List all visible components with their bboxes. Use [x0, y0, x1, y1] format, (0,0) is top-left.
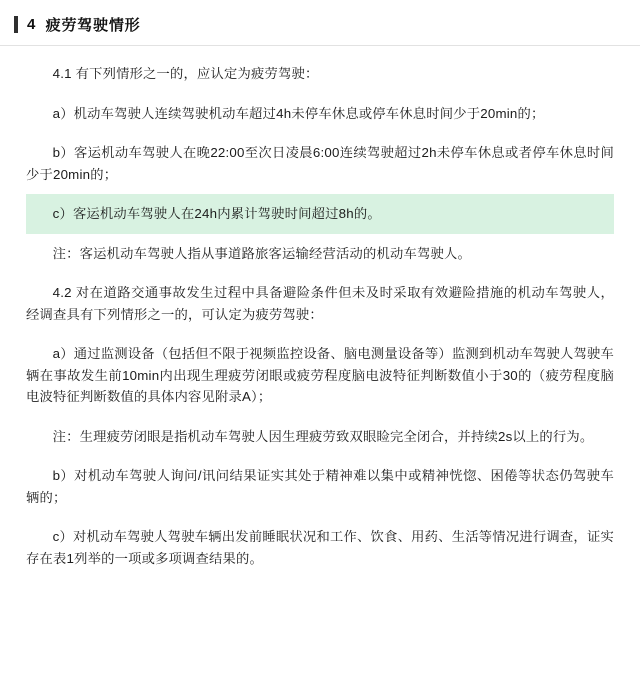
paragraph-4-1-b: b）客运机动车驾驶人在晚22:00至次日凌晨6:00连续驾驶超过2h未停车休息或者停车休息时间少于20min的； — [26, 145, 614, 182]
document-body — [0, 48, 640, 579]
paragraph-4-1-c: c）客运机动车驾驶人在24h内累计驾驶时间超过8h的。 — [26, 194, 614, 234]
paragraph-4-1-a: a）机动车驾驶人连续驾驶机动车超过4h未停车休息或停车休息时间少于20min的； — [52, 105, 545, 121]
paragraph-4-2: 4.2 对在道路交通事故发生过程中具备避险条件但未及时采取有效避险措施的机动车驾驶人，经调查具有下列情形之一的，可认定为疲劳驾驶： — [26, 285, 614, 322]
heading-accent-bar — [14, 16, 18, 33]
paragraph-4-2-b: b）对机动车驾驶人询问/讯问结果证实其处于精神难以集中或精神恍惚、困倦等状态仍驾驶车辆的； — [26, 468, 614, 505]
section-number: 4 — [27, 16, 36, 33]
note-2: 注：生理疲劳闭眼是指机动车驾驶人因生理疲劳致双眼睑完全闭合，并持续2s以上的行为。 — [52, 428, 594, 444]
paragraph-4-2-c: c）对机动车驾驶人驾驶车辆出发前睡眠状况和工作、饮食、用药、生活等情况进行调查，证实存在表1列举的一项或多项调查结果的。 — [26, 529, 614, 566]
page-title: 疲劳驾驶情形 — [45, 17, 141, 34]
section-heading — [0, 0, 640, 46]
note-1: 注：客运机动车驾驶人指从事道路旅客运输经营活动的机动车驾驶人。 — [52, 245, 471, 261]
paragraph-4-2-a: a）通过监测设备（包括但不限于视频监控设备、脑电测量设备等）监测到机动车驾驶人驾驶车辆在事故发生前10min内出现生理疲劳闭眼或疲劳程度脑电波特征判断数值小于30的（疲劳程度脑电波特征判断数值的具体内容见附录A）； — [26, 346, 614, 405]
paragraph-4-1: 4.1 有下列情形之一的，应认定为疲劳驾驶： — [52, 66, 319, 81]
